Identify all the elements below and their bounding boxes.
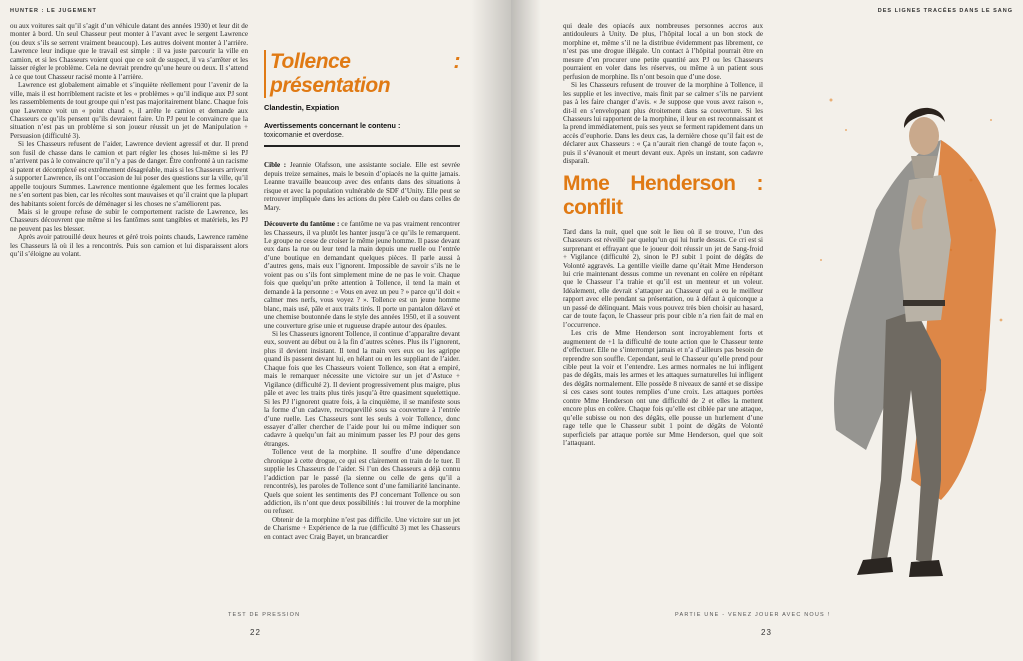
divider-rule [264, 145, 460, 147]
section-subtitle: Clandestin, Expiation [264, 103, 340, 112]
section-title-henderson: Mme Henderson : conflit [563, 171, 763, 219]
left-column-2 [264, 50, 460, 541]
body-paragraph: Si les Chasseurs refusent de trouver de la morphine à Tollence, il les supplie et les invective, mais finit par se calmer s’ils ne parvient pas à les faire changer d’avis. « Je suppose que vous avez raison », dit-il en s’enveloppant plus étroitement dans sa couverture. Si les Chasseurs lui rapportent de la morphine, il leur en est reconnaissant et la prend immédiatement, puis ses yeux se ferment rapidement dans un accès d’euphorie. Dans les deux cas, la dernière chose qu’il fait est de déclarer aux Chasseurs : « Ça n’aurait rien changé de toute façon », puis il s’évanouit et meurt devant eux. Après un instant, son cadavre disparaît. [563, 81, 763, 166]
body-paragraph: Si les Chasseurs refusent de l’aider, Lawrence devient agressif et dur. Il prend son fusil de chasse dans le camion et part régler les choses lui-même si les PJ n’arrivent pas à le convaincre qu’il n’y a pas de danger. Être confronté à un racisme si patent et décomplexé est extrêmement désagréable, mais si les Chasseurs arrivent à supporter Lawrence, ils ont l’occasion de lui poser des questions sur la ville, qu’il appelle toujours Summes. Lawrence mentionne également que les fermes locales ne s’en sortent pas bien, car les récoltes sont mauvaises et qu’il craint que la plupart des habitants soient forcés de déménager si les choses ne s’améliorent pas. [10, 140, 248, 208]
tollence-illustration [791, 60, 1021, 600]
left-column-2-rest [264, 330, 460, 541]
body-paragraph: Obtenir de la morphine n’est pas difficile. Une victoire sur un jet de Charisme + Expérience de la rue (difficulté 3) met les Chasseurs en contact avec Craig Bayet, un brancardier [264, 515, 460, 541]
paragraph-decouverte: Découverte du fantôme : ce fantôme ne va pas vraiment rencontrer les Chasseurs, il va plutôt les hanter jusqu’à ce qu’ils le remarquent. Le groupe ne cesse de croiser le même jeune homme. Il passe devant eux dans la rue ou leur tend la main depuis une ruelle ou l’entrée d’une boutique en demandant quelques pièces. Il parle aussi à d’autres gens, mais eux l’ignorent. Impossible de savoir s’ils ne le voient pas ou s’ils font simplement mine de ne pas le voir. Chaque fois que quelqu’un prête attention à Tollence, il tend la main et demande à la personne : « Vous en avez un peu ? » parce qu’il doit « calmer mes nerfs, vous voyez ? ». Tollence est un jeune homme blanc, mais usé, pâle et aux traits tirés. Il porte un pantalon délavé et une chemise boutonnée dans le style des années 1950, et il a souvent une couverture grise unie et rugueuse drapée autour des épaules. [264, 220, 460, 330]
body-paragraph: Si les Chasseurs ignorent Tollence, il continue d’apparaître devant eux, souvent au début ou à la fin d’autres scènes. Plus ils l’ignorent, plus il devient insistant. Il tend la main vers eux ou les agrippe quand ils passent devant lui, en hélant ou en les suppliant de l’aider. Chaque fois que les Chasseurs voient Tollence, son état a empiré, mais le remarquer nécessite une victoire sur un jet d’Astuce + Vigilance (difficulté 2). Il devient progressivement plus maigre, plus pâle et avec les traits plus tirés jusqu’à être quasiment squelettique. Si les PJ l’ignorent quatre fois, à la cinquième, il se manifeste sous la forme d’un cadavre, recroquevillé sous sa couverture à l’entrée d’une ruelle. Les Chasseurs sont les seuls à voir Tollence, donc essayer d’aller chercher de l’aide pour lui ou même indiquer son cadavre à quelqu’un fait au minimum passer les PJ pour des gens étranges. [264, 329, 460, 448]
left-page [0, 0, 511, 661]
body-paragraph: ou aux voitures sait qu’il s’agit d’un véhicule datant des années 1930) et leur dit de monter à bord. Un seul Chasseur peut monter à l’avant avec le sergent Lawrence (ou deux s’ils se serrent vraiment beaucoup). Les autres doivent monter à l’arrière. Lawrence leur indique que le travail est simple : il va juste parcourir la ville en camion, et si les Chasseurs voient quoi que ce soit de suspect, il va s’arrêter et les laisser régler le problème. Cela ne devrait prendre qu’une heure ou deux. Il s’attend à ce que tout Chasseur racisé monte à l’arrière. [10, 22, 248, 81]
body-paragraph: Les cris de Mme Henderson sont incroyablement forts et augmentent de +1 la difficulté de toute action que le Chasseur tente d’effectuer. Elle ne s’interrompt jamais et n’a d’ailleurs pas besoin de reprendre son souffle. Cependant, seul le Chasseur qu’elle prend pour cible peut la voir et l’entendre. Les armes normales ne lui infligent pas de dégâts, mais les armes et les attaques surnaturelles lui infligent des dégâts normalement. Elle possède 8 niveaux de santé et se dissipe si ces cases sont toutes remplies d’une croix. Les attaques portées contre Mme Henderson ont une difficulté de 2 et elles la mettent encore plus en colère. Chaque fois qu’elle est ciblée par une attaque, qu’elle subisse ou non des dégâts, elle pousse un hurlement d’une rage telle que le Chasseur subit 1 point de dégâts de Volonté superficiels par attaque portée sur Mme Henderson, quel que soit l’attaquant. [563, 329, 763, 448]
paragraph-cible: Cible : Jeannie Olafsson, une assistante sociale. Elle est sevrée depuis treize semaines, mais le besoin d’opiacés ne la quitte jamais. Leanne travaille beaucoup avec des enfants dans des situations à risque et avec la population vulnérable de SDF d’Unity. Elle peut se retrouver impliquée dans les actions du père Caleb ou dans celles de Mary. [264, 161, 460, 212]
body-paragraph: Tollence veut de la morphine. Il souffre d’une dépendance chronique à cette drogue, ce qui est clairement en train de le tuer. Il supplie les Chasseurs de l’aider. Si l’un des Chasseurs a déjà connu l’addiction par le passé (la sienne ou celle de gens qu’il a rencontrés), les paroles de Tollence sont d’une familiarité lancinante. Quels que soient les sentiments des PJ concernant Tollence ou son addiction, ils n’ont que deux possibilités : lui trouver de la morphine ou refuser. [264, 448, 460, 516]
content-warning-title: Avertissements concernant le contenu : [264, 121, 401, 131]
body-paragraph: Après avoir patrouillé deux heures et géré trois points chauds, Lawrence ramène les Chasseurs là où il les a rencontrés. Puis son camion et lui disparaissent alors qu’il s’éloigne au volant. [10, 233, 248, 259]
right-page [511, 0, 1023, 661]
left-running-head: HUNTER : LE JUGEMENT [10, 8, 97, 14]
body-paragraph: Mais si le groupe refuse de subir le comportement raciste de Lawrence, les Chasseurs découvrent que même si les fantômes sont tangibles et matériels, les PJ ne peuvent pas les blesser. [10, 207, 248, 233]
left-folio-label: TEST DE PRESSION [228, 612, 301, 618]
body-paragraph: qui deale des opiacés aux nombreuses personnes accros aux antidouleurs à Unity. De plus, l’hôpital local a un bon stock de morphine et, même s’il ne la distribue évidemment pas librement, ce n’est pas une drogue illégale. Un contact à l’hôpital pourrait être en mesure d’en procurer une petite quantité aux PJ ou les Chasseurs pourraient en voler dans les réserves, ou même à un patient sous perfusion de morphine. Ils n’ont besoin que d’une dose. [563, 22, 763, 81]
body-paragraph: Lawrence est globalement aimable et s’inquiète réellement pour l’avenir de la ville, mais il est horriblement raciste et les « problèmes » qu’il indique aux PJ sont les rassemblements de tout groupe qui n’est pas majoritairement blanc. Chaque fois que Lawrence voit un « point chaud », il arrête le camion et demande aux Chasseurs ce qu’ils pensent qu’ils devraient faire. Un PJ peut le convaincre que la situation n’est pas un problème si son joueur réussit un jet de Manipulation + Persuasion (difficulté 3). [10, 81, 248, 140]
content-warning-body: toxicomanie et overdose. [264, 129, 344, 139]
section-title-tollence: Tollence : présentation [264, 50, 460, 98]
body-paragraph: Tard dans la nuit, quel que soit le lieu où il se trouve, l’un des Chasseurs est réveillé par quelqu’un qui lui hurle dessus. Ce cri est si surprenant et effrayant que le joueur doit réussir un jet de Sang-froid + Vigilance (difficulté 2), sinon le PJ subit 1 point de dégâts de Volonté aggravés. La gentille vieille dame qu’était Mme Henderson lui crie maintenant dessus comme un revenant en colère en répétant que le Chasseur l’a trahie et qu’il est un menteur et un voleur. Idéalement, elle devrait s’attaquer au Chasseur qui a eu le meilleur rapport avec elle pendant sa présentation, ou à défaut à quiconque a un passé de délinquant. Mais vous pouvez très bien choisir au hasard, car de toute façon, le Chasseur pris pour cible n’a rien fait de mal en l’occurrence. [563, 227, 763, 329]
left-page-number: 22 [250, 628, 261, 637]
right-running-head: DES LIGNES TRACÉES DANS LE SANG [877, 8, 1013, 14]
right-folio-label: PARTIE UNE - VENEZ JOUER AVEC NOUS ! [675, 612, 831, 618]
left-column-1 [10, 22, 248, 259]
right-page-number: 23 [761, 628, 772, 637]
right-column-1 [563, 22, 763, 447]
